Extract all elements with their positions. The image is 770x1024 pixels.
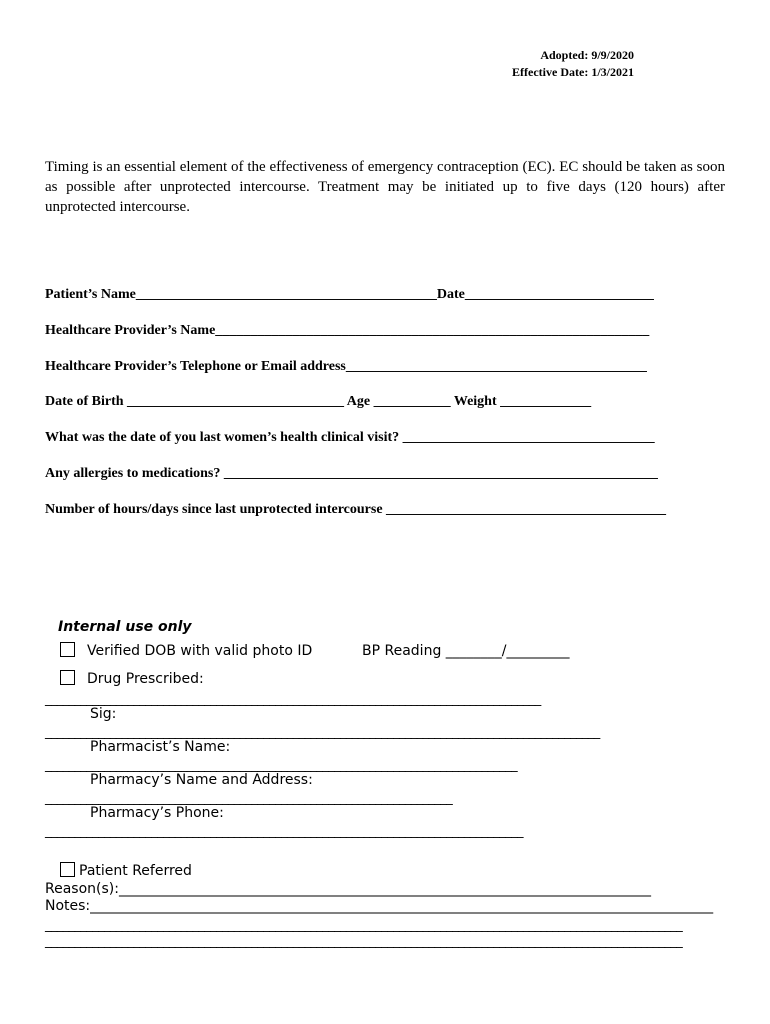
- pharmacy-phone-line[interactable]: _________________________________________________________________________________: [45, 824, 523, 839]
- patient-name-field[interactable]: Patient’s Name___________________________________________Date___________________________: [45, 287, 654, 302]
- pharmacist-name-line[interactable]: ________________________________________________________________________________: [45, 758, 518, 773]
- internal-use-title: Internal use only: [58, 619, 192, 635]
- pharmacy-name-address-label: Pharmacy’s Name and Address:: [90, 772, 313, 788]
- provider-contact-field[interactable]: Healthcare Provider’s Telephone or Email address___________________________________________: [45, 359, 647, 374]
- reasons-field[interactable]: Reason(s):____________________________________________________________________________: [45, 881, 651, 897]
- pharmacy-phone-label: Pharmacy’s Phone:: [90, 805, 224, 821]
- adopted-date: Adopted: 9/9/2020: [540, 48, 634, 62]
- sig-label: Sig:: [90, 706, 117, 722]
- drug-prescribed-checkbox[interactable]: [60, 670, 75, 685]
- notes-field[interactable]: Notes:_________________________________________________________________________________________: [45, 898, 714, 914]
- pharmacist-name-label: Pharmacist’s Name:: [90, 739, 231, 755]
- intro-paragraph: Timing is an essential element of the effectiveness of emergency contraception (EC). EC should be taken as soon as possible after unprotected intercourse. Treatment may be initiated up to five days (120 hours) after unprotected intercourse.: [45, 159, 725, 215]
- patient-referred-label: Patient Referred: [79, 863, 192, 879]
- verified-dob-label: Verified DOB with valid photo ID: [87, 643, 313, 659]
- provider-name-field[interactable]: Healthcare Provider’s Name______________________________________________________________: [45, 323, 650, 338]
- patient-referred-checkbox[interactable]: [60, 862, 75, 877]
- bp-reading-field[interactable]: BP Reading ________/_________: [362, 643, 570, 659]
- effective-date: Effective Date: 1/3/2021: [512, 65, 634, 79]
- hours-since-field[interactable]: Number of hours/days since last unprotected intercourse ________________________________________: [45, 502, 667, 517]
- allergies-field[interactable]: Any allergies to medications? ______________________________________________________________: [45, 466, 658, 481]
- notes-line-2[interactable]: ____________________________________________________________________________________________________________: [45, 934, 683, 949]
- drug-prescribed-label: Drug Prescribed:: [87, 671, 204, 687]
- dob-age-weight-field[interactable]: Date of Birth _______________________________ Age ___________ Weight _____________: [45, 394, 592, 409]
- last-visit-field[interactable]: What was the date of you last women’s health clinical visit? ____________________________________: [45, 430, 655, 445]
- notes-line-1[interactable]: ____________________________________________________________________________________________________________: [45, 918, 683, 933]
- sig-line[interactable]: ______________________________________________________________________________________________: [45, 725, 600, 740]
- pharmacy-name-address-line[interactable]: _____________________________________________________________________: [45, 791, 453, 806]
- drug-prescribed-line[interactable]: ____________________________________________________________________________________: [45, 692, 541, 707]
- verified-dob-checkbox[interactable]: [60, 642, 75, 657]
